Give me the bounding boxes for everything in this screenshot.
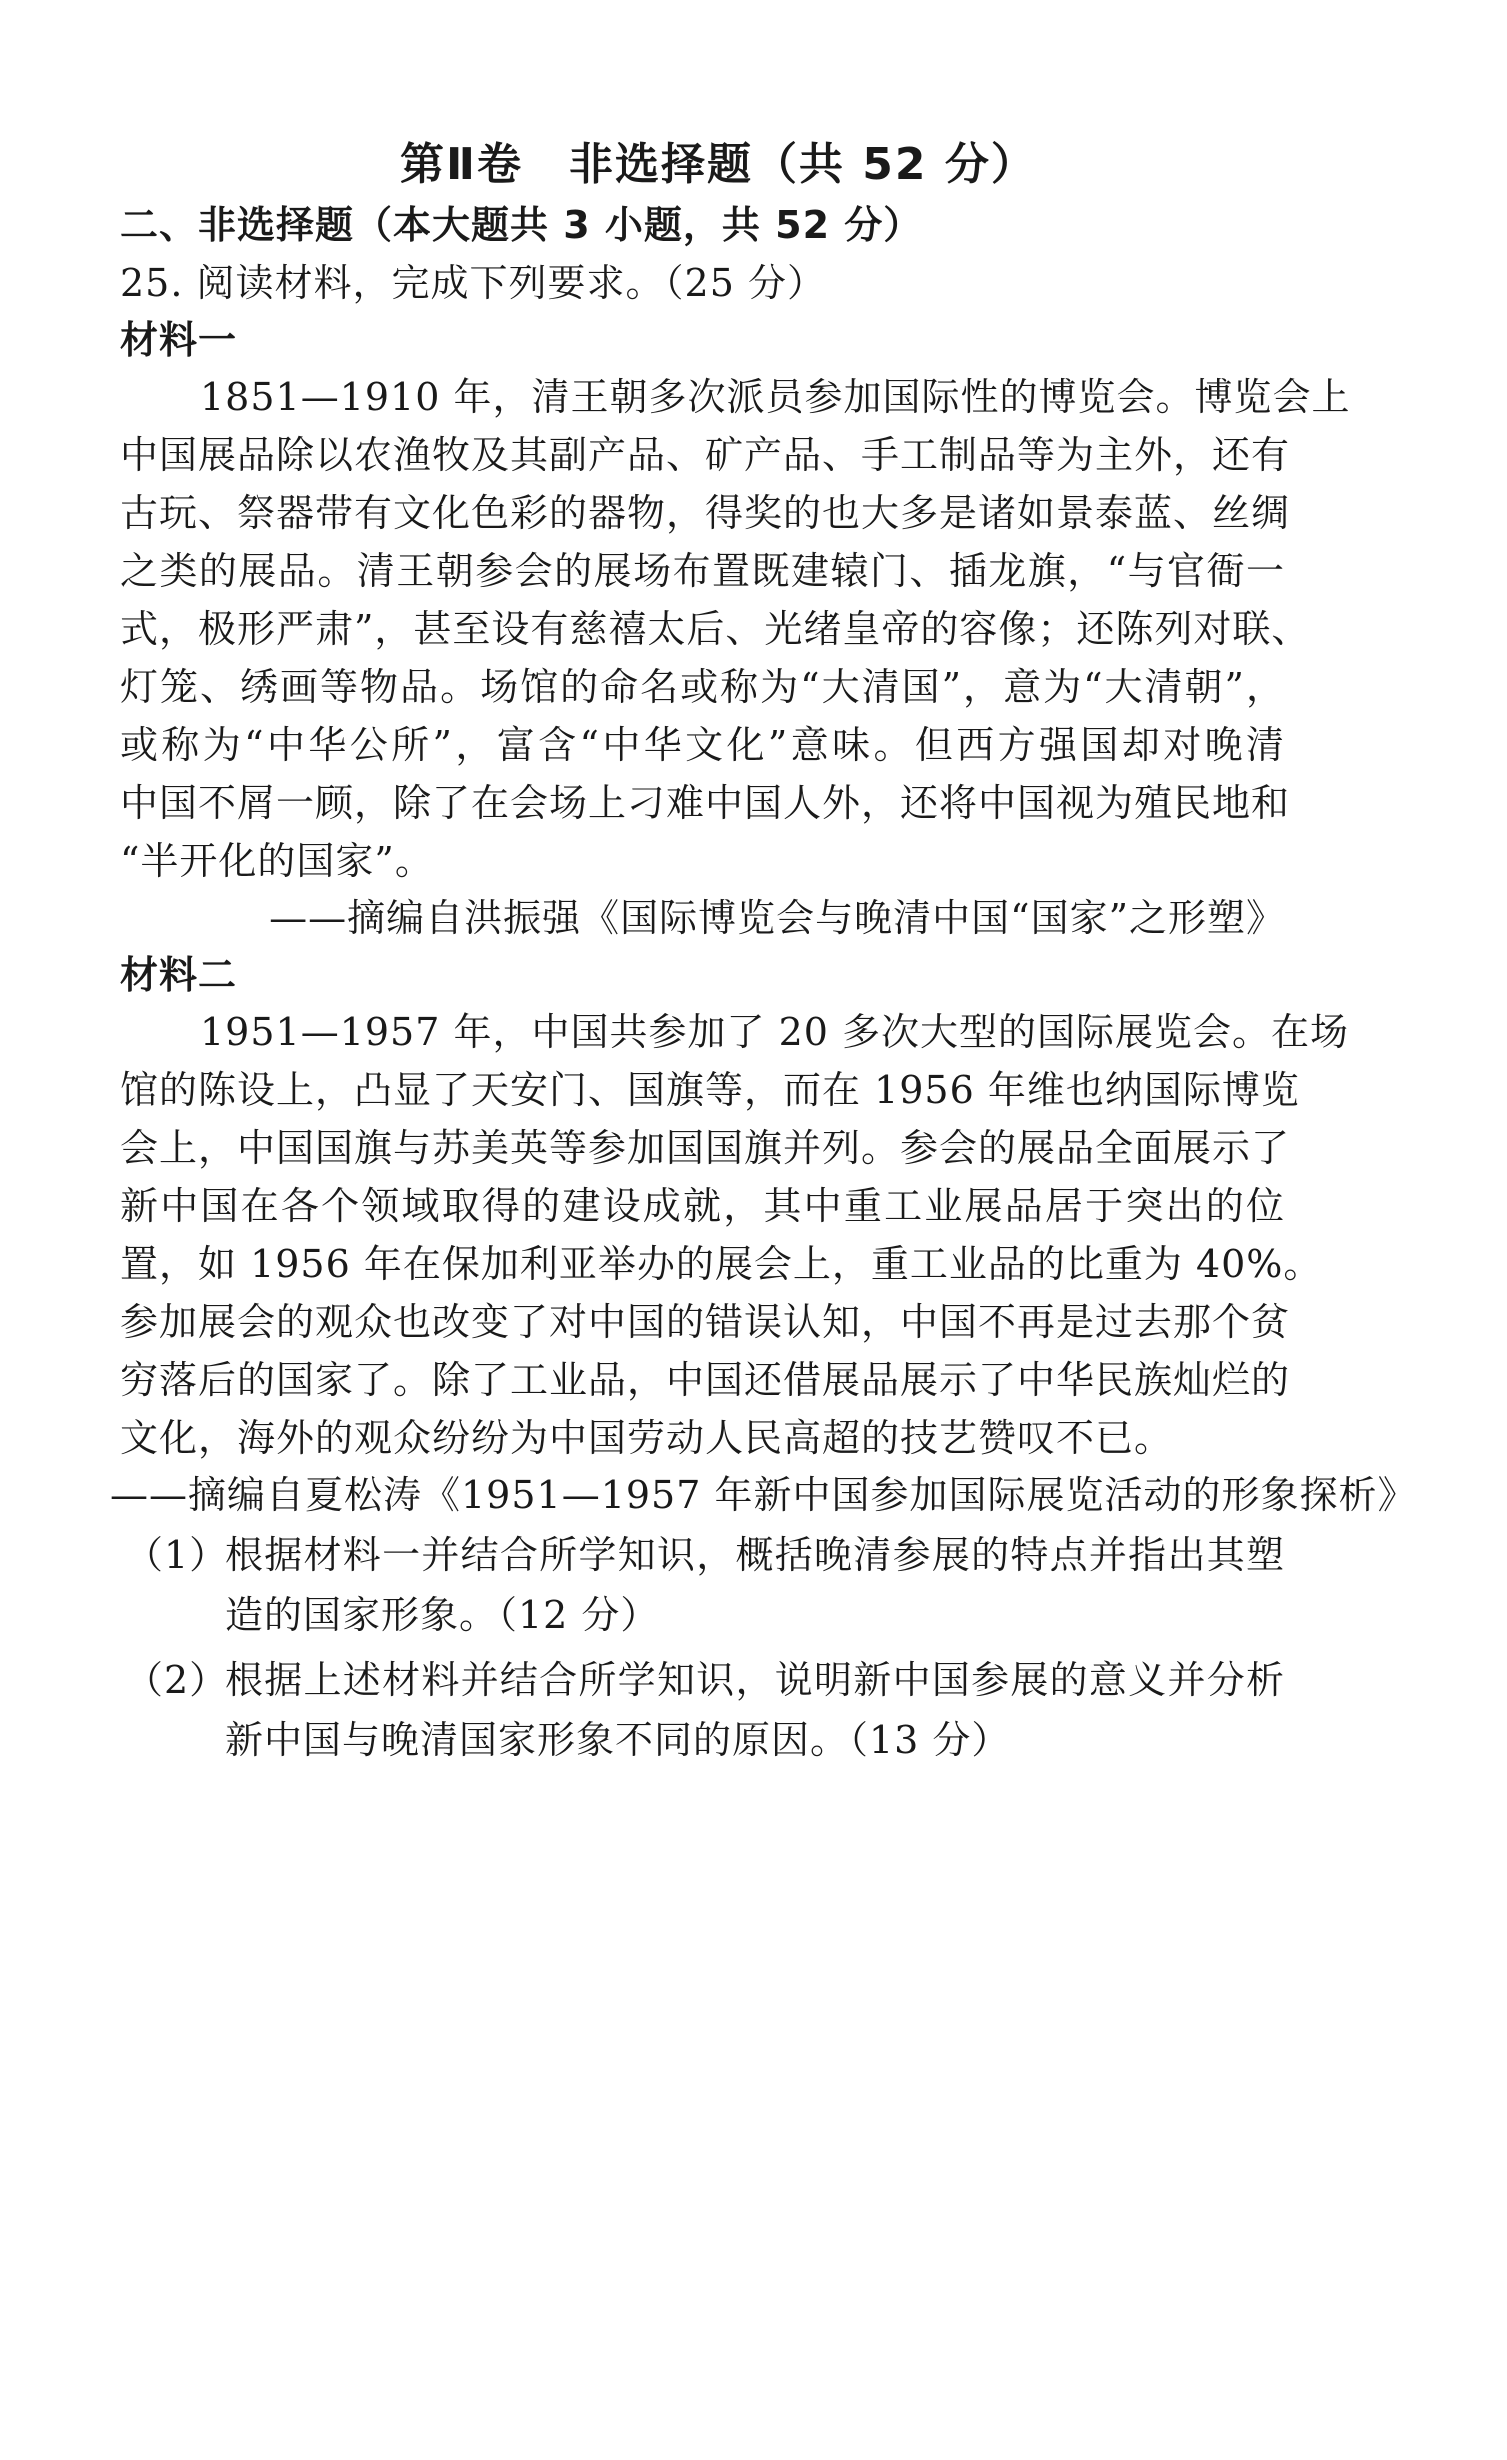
material1-line: 中国展品除以农渔牧及其副产品、矿产品、手工制品等为主外，还有 [120, 433, 1291, 477]
subquestion-2-number: （2） [125, 1658, 229, 1702]
material1-line: 式，极形严肃”，甚至设有慈禧太后、光绪皇帝的容像；还陈列对联、 [120, 607, 1311, 651]
material2-line: 文化，海外的观众纷纷为中国劳动人民高超的技艺赞叹不已。 [120, 1416, 1174, 1460]
material2-heading: 材料二 [120, 953, 238, 997]
material2-line: 会上，中国国旗与苏美英等参加国国旗并列。参会的展品全面展示了 [120, 1126, 1291, 1170]
material2-line: 参加展会的观众也改变了对中国的错误认知，中国不再是过去那个贫 [120, 1300, 1291, 1344]
subquestion-1-line: 造的国家形象。（12 分） [225, 1593, 660, 1637]
material1-line: 古玩、祭器带有文化色彩的器物，得奖的也大多是诸如景泰蓝、丝绸 [120, 491, 1291, 535]
material1-line: “半开化的国家”。 [120, 839, 434, 883]
part-heading: 二、非选择题（本大题共 3 小题，共 52 分） [120, 203, 923, 247]
material1-line: 之类的展品。清王朝参会的展场布置既建辕门、插龙旗，“与官衙一 [120, 549, 1285, 593]
material1-line: 灯笼、绣画等物品。场馆的命名或称为“大清国”，意为“大清朝”， [120, 665, 1285, 709]
subquestion-1-number: （1） [125, 1533, 229, 1577]
material2-line: 1951—1957 年，中国共参加了 20 多次大型的国际展览会。在场 [200, 1010, 1350, 1054]
material2-line: 新中国在各个领域取得的建设成就，其中重工业展品居于突出的位 [120, 1184, 1285, 1228]
section-title: 第Ⅱ卷 非选择题（共 52 分） [400, 139, 1037, 190]
question-25: 25. 阅读材料，完成下列要求。（25 分） [120, 261, 826, 305]
material2-source: ——摘编自夏松涛《1951—1957 年新中国参加国际展览活动的形象探析》 [110, 1473, 1417, 1517]
material1-line: 或称为“中华公所”，富含“中华文化”意味。但西方强国却对晚清 [120, 723, 1285, 767]
material1-heading: 材料一 [120, 318, 238, 362]
subquestion-2-line: 根据上述材料并结合所学知识，说明新中国参展的意义并分析 [225, 1658, 1285, 1702]
material1-line: 1851—1910 年，清王朝多次派员参加国际性的博览会。博览会上 [200, 375, 1351, 419]
subquestion-1-line: 根据材料一并结合所学知识，概括晚清参展的特点并指出其塑 [225, 1533, 1285, 1577]
material1-line: 中国不屑一顾，除了在会场上刁难中国人外，还将中国视为殖民地和 [120, 781, 1291, 825]
material1-source: ——摘编自洪振强《国际博览会与晚清中国“国家”之形塑》 [269, 896, 1285, 940]
material2-line: 置，如 1956 年在保加利亚举办的展会上，重工业品的比重为 40%。 [120, 1242, 1323, 1286]
subquestion-2-line: 新中国与晚清国家形象不同的原因。（13 分） [225, 1718, 1011, 1762]
material2-line: 馆的陈设上，凸显了天安门、国旗等，而在 1956 年维也纳国际博览 [120, 1068, 1300, 1112]
material2-line: 穷落后的国家了。除了工业品，中国还借展品展示了中华民族灿烂的 [120, 1358, 1291, 1402]
